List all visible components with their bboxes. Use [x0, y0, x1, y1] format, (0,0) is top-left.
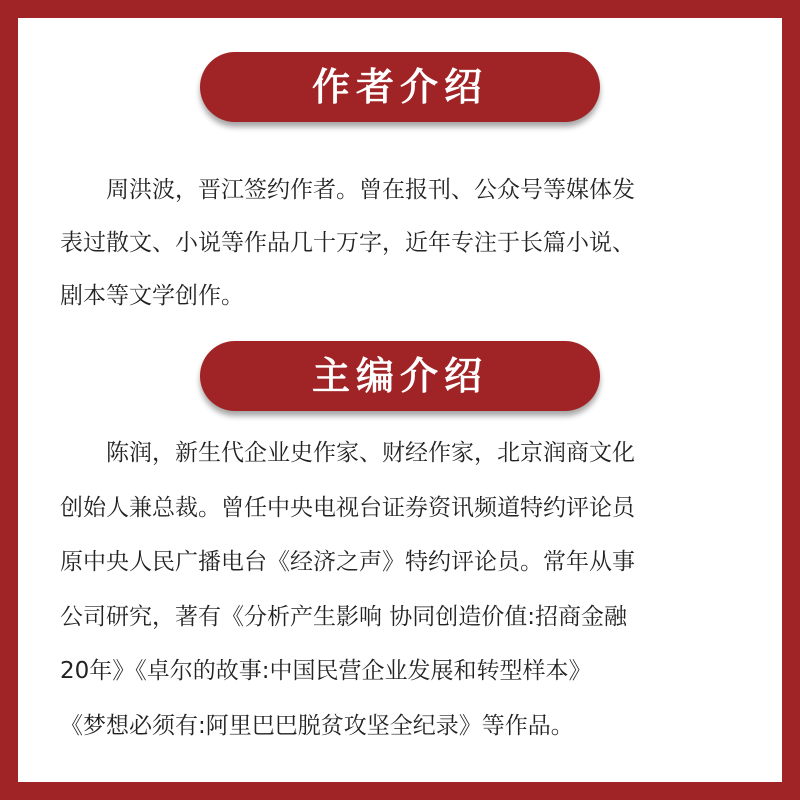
editor-bio-line: 创始人兼总裁。曾任中央电视台证券资讯频道特约评论员 [60, 494, 635, 521]
editor-bio-line: 20年》《卓尔的故事:中国民营企业发展和转型样本》 [60, 658, 592, 684]
editor-bio-line: 陈润，新生代企业史作家、财经作家，北京润商文化 [60, 440, 635, 466]
author-bio-line: 周洪波，晋江签约作者。曾在报刊、公众号等媒体发 [60, 177, 635, 203]
editor-section-title: 主编介绍 [200, 341, 600, 411]
editor-bio-line: 公司研究，著有《分析产生影响 协同创造价值:招商金融 [60, 603, 628, 630]
editor-bio [60, 426, 750, 753]
author-bio [60, 164, 750, 323]
author-bio-line: 剧本等文学创作。 [60, 283, 244, 309]
author-section-title: 作者介绍 [200, 52, 600, 122]
editor-bio-line: 原中央人民广播电台《经济之声》特约评论员。常年从事 [60, 549, 635, 575]
editor-bio-line: 《梦想必须有:阿里巴巴脱贫攻坚全纪录》等作品。 [60, 712, 574, 739]
author-bio-line: 表过散文、小说等作品几十万字，近年专注于长篇小说、 [60, 230, 635, 256]
